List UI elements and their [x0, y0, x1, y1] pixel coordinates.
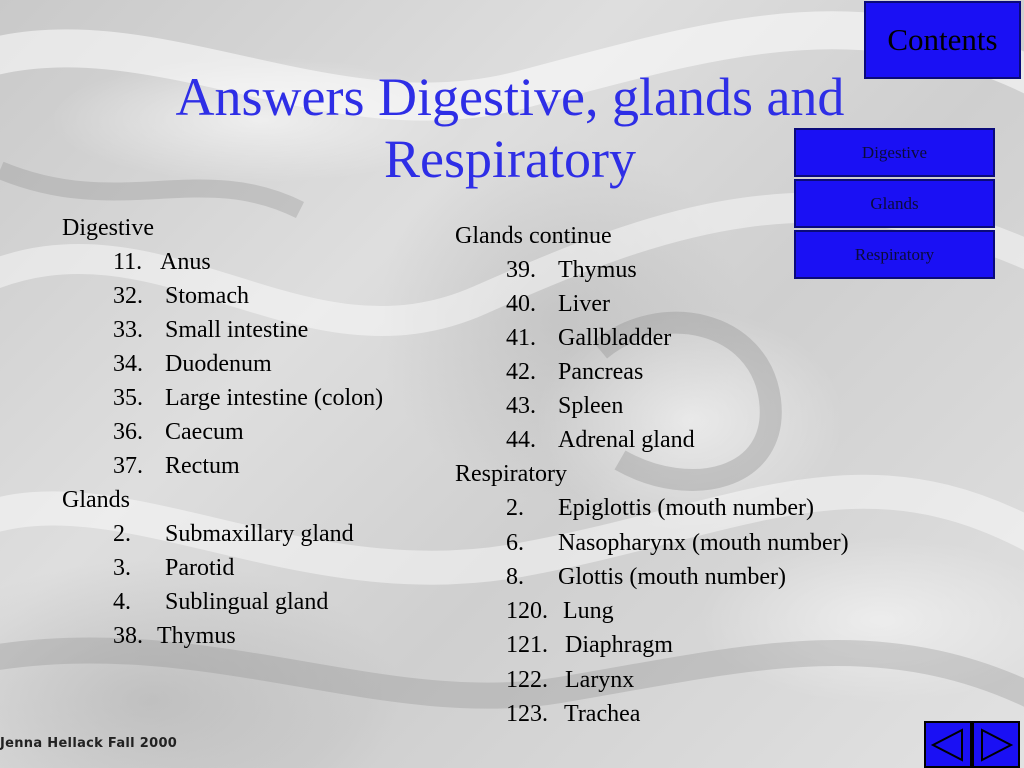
list-item-number: 38. [113, 623, 143, 649]
list-item-number: 122. [506, 667, 548, 693]
respiratory-heading: Respiratory [455, 461, 567, 487]
list-item-number: 2. [506, 495, 524, 521]
list-item: Adrenal gland [558, 427, 695, 453]
list-item-number: 2. [113, 521, 131, 547]
list-item-number: 39. [506, 257, 536, 283]
contents-button[interactable]: Contents [864, 1, 1021, 79]
list-item-number: 43. [506, 393, 536, 419]
list-item-number: 44. [506, 427, 536, 453]
list-item: Epiglottis (mouth number) [558, 495, 814, 521]
list-item-number: 11. [113, 249, 143, 275]
list-item: Small intestine [165, 317, 309, 343]
list-item: Duodenum [165, 351, 272, 377]
list-item-number: 33. [113, 317, 143, 343]
list-item-number: 121. [506, 632, 548, 658]
list-item: Trachea [564, 701, 641, 727]
list-item: Rectum [165, 453, 240, 479]
list-item-number: 6. [506, 530, 524, 556]
list-item: Gallbladder [558, 325, 672, 351]
glands-button[interactable]: Glands [794, 179, 995, 228]
list-item: Diaphragm [565, 632, 673, 658]
list-item: Caecum [165, 419, 244, 445]
list-item-number: 35. [113, 385, 143, 411]
list-item: Stomach [165, 283, 249, 309]
list-item: Sublingual gland [165, 589, 329, 615]
triangle-right-icon [978, 728, 1014, 762]
list-item-number: 37. [113, 453, 143, 479]
list-item-number: 8. [506, 564, 524, 590]
list-item: Submaxillary gland [165, 521, 354, 547]
list-item: Large intestine (colon) [165, 385, 384, 411]
page-title-line-2: Respiratory [384, 129, 636, 189]
list-item-number: 123. [506, 701, 548, 727]
list-item-number: 41. [506, 325, 536, 351]
list-item-number: 32. [113, 283, 143, 309]
previous-slide-button[interactable] [924, 721, 972, 768]
list-item-number: 42. [506, 359, 536, 385]
digestive-button[interactable]: Digestive [794, 128, 995, 177]
glands-heading: Glands [62, 487, 130, 513]
list-item-number: 4. [113, 589, 131, 615]
list-item-number: 36. [113, 419, 143, 445]
page-title-line-1: Answers Digestive, glands and [175, 67, 845, 127]
digestive-heading: Digestive [62, 215, 154, 241]
list-item: Lung [563, 598, 614, 624]
triangle-left-icon [930, 728, 966, 762]
list-item: Spleen [558, 393, 624, 419]
list-item-number: 3. [113, 555, 131, 581]
list-item: Larynx [565, 667, 635, 693]
list-item: Parotid [165, 555, 235, 581]
list-item: Glottis (mouth number) [558, 564, 786, 590]
glands-continue-heading: Glands continue [455, 223, 612, 249]
respiratory-button[interactable]: Respiratory [794, 230, 995, 279]
next-slide-button[interactable] [972, 721, 1020, 768]
list-item: Liver [558, 291, 610, 317]
list-item-number: 120. [506, 598, 548, 624]
list-item: Pancreas [558, 359, 644, 385]
list-item-number: 34. [113, 351, 143, 377]
list-item: Thymus [558, 257, 637, 283]
list-item: Nasopharynx (mouth number) [558, 530, 849, 556]
list-item: Anus [160, 249, 211, 275]
list-item-number: 40. [506, 291, 536, 317]
footer-credit: Jenna Hellack Fall 2000 [0, 736, 178, 751]
list-item: Thymus [157, 623, 236, 649]
